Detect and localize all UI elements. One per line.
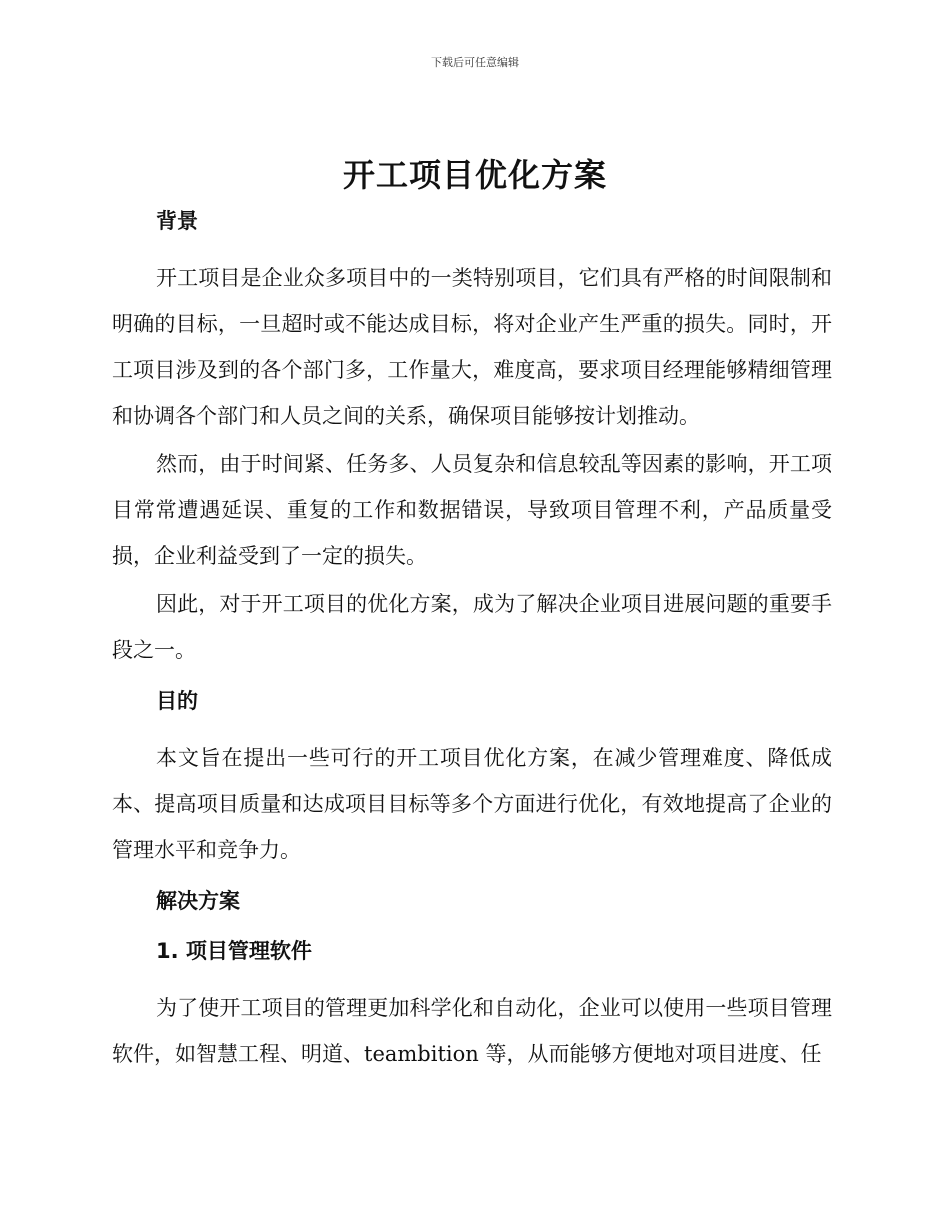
paragraph: 本文旨在提出一些可行的开工项目优化方案，在减少管理难度、降低成本、提高项目质量和达成项目目标等多个方面进行优化，有效地提高了企业的管理水平和竞争力。 — [112, 746, 832, 862]
subsection-heading-pm-software: 1. 项目管理软件 — [156, 939, 312, 963]
document-title: 开工项目优化方案 — [342, 156, 607, 194]
paragraph: 为了使开工项目的管理更加科学化和自动化，企业可以使用一些项目管理软件，如智慧工程、明道、teambition 等，从而能够方便地对项目进度、任 — [112, 996, 832, 1066]
section-heading-solution: 解决方案 — [156, 889, 240, 913]
paragraph: 因此，对于开工项目的优化方案，成为了解决企业项目进展问题的重要手段之一。 — [112, 592, 832, 662]
header-note: 下载后可任意编辑 — [431, 56, 519, 69]
section-heading-purpose: 目的 — [156, 689, 198, 713]
document-body — [112, 205, 832, 1077]
paragraph: 然而，由于时间紧、任务多、人员复杂和信息较乱等因素的影响，开工项目常常遭遇延误、重复的工作和数据错误，导致项目管理不利，产品质量受损，企业利益受到了一定的损失。 — [112, 452, 832, 568]
paragraph: 开工项目是企业众多项目中的一类特别项目，它们具有严格的时间限制和明确的目标，一旦超时或不能达成目标，将对企业产生严重的损失。同时，开工项目涉及到的各个部门多，工作量大，难度高，要求项目经理能够精细管理和协调各个部门和人员之间的关系，确保项目能够按计划推动。 — [112, 266, 832, 428]
section-heading-background: 背景 — [156, 209, 198, 233]
